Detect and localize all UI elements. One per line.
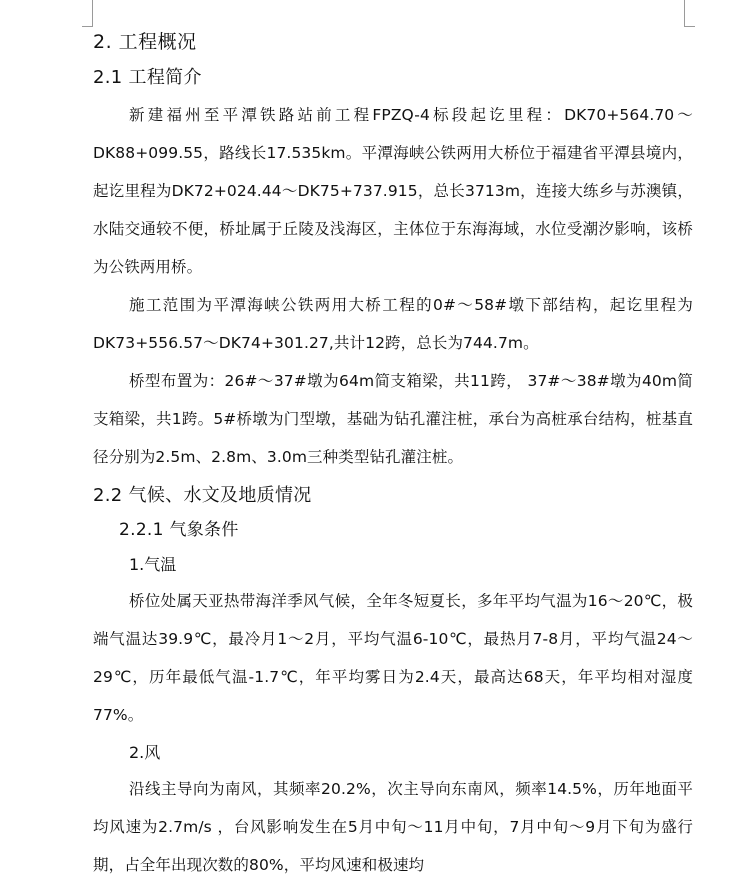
paragraph-construction-scope: 施工范围为平潭海峡公铁两用大桥工程的0#～58#墩下部结构，起讫里程为DK73+556.57～DK74+301.27,共计12跨，总长为744.7m。 [93, 296, 693, 352]
paragraph-route-overview: 新建福州至平潭铁路站前工程FPZQ-4标段起讫里程：DK70+564.70～DK88+099.55，路线长17.535km。平潭海峡公铁两用大桥位于福建省平潭县境内，起讫里程为DK72+024.44～DK75+737.915，总长3713m，连接大练乡与苏澳镇，水陆交通较不便，桥址属于丘陵及浅海区，主体位于东海海域，水位受潮汐影响，该桥为公铁两用桥。 [93, 106, 693, 276]
list-item-wind: 2.风 [129, 743, 161, 762]
document-body [93, 26, 693, 884]
subsection-heading-project-intro: 2.1 工程简介 [93, 67, 202, 88]
section-heading: 2. 工程概况 [93, 31, 197, 53]
subsection-heading-climate: 2.2 气候、水文及地质情况 [93, 485, 312, 506]
page-corner-mark-left [82, 0, 93, 27]
page-corner-mark-right [684, 0, 695, 27]
list-item-temperature: 1.气温 [129, 555, 177, 574]
paragraph-wind: 沿线主导向为南风，其频率20.2%，次主导向东南风，频率14.5%，历年地面平均风速为2.7m/s ，台风影响发生在5月中旬～11月中旬，7月中旬～9月下旬为盛行期，占全年出现次数的80%，平均风速和极速均 [93, 780, 693, 874]
paragraph-bridge-layout: 桥型布置为：26#～37#墩为64m简支箱梁，共11跨， 37#～38#墩为40m简支箱梁，共1跨。5#桥墩为门型墩，基础为钻孔灌注桩，承台为高桩承台结构，桩基直径分别为2.5m、2.8m、3.0m三种类型钻孔灌注桩。 [93, 372, 693, 466]
paragraph-temperature: 桥位处属天亚热带海洋季风气候，全年冬短夏长，多年平均气温为16～20℃，极端气温达39.9℃，最冷月1～2月，平均气温6-10℃，最热月7-8月，平均气温24～29℃，历年最低气温-1.7℃，年平均雾日为2.4天，最高达68天，年平均相对湿度77%。 [93, 592, 693, 724]
subsubsection-heading-weather: 2.2.1 气象条件 [119, 520, 239, 540]
